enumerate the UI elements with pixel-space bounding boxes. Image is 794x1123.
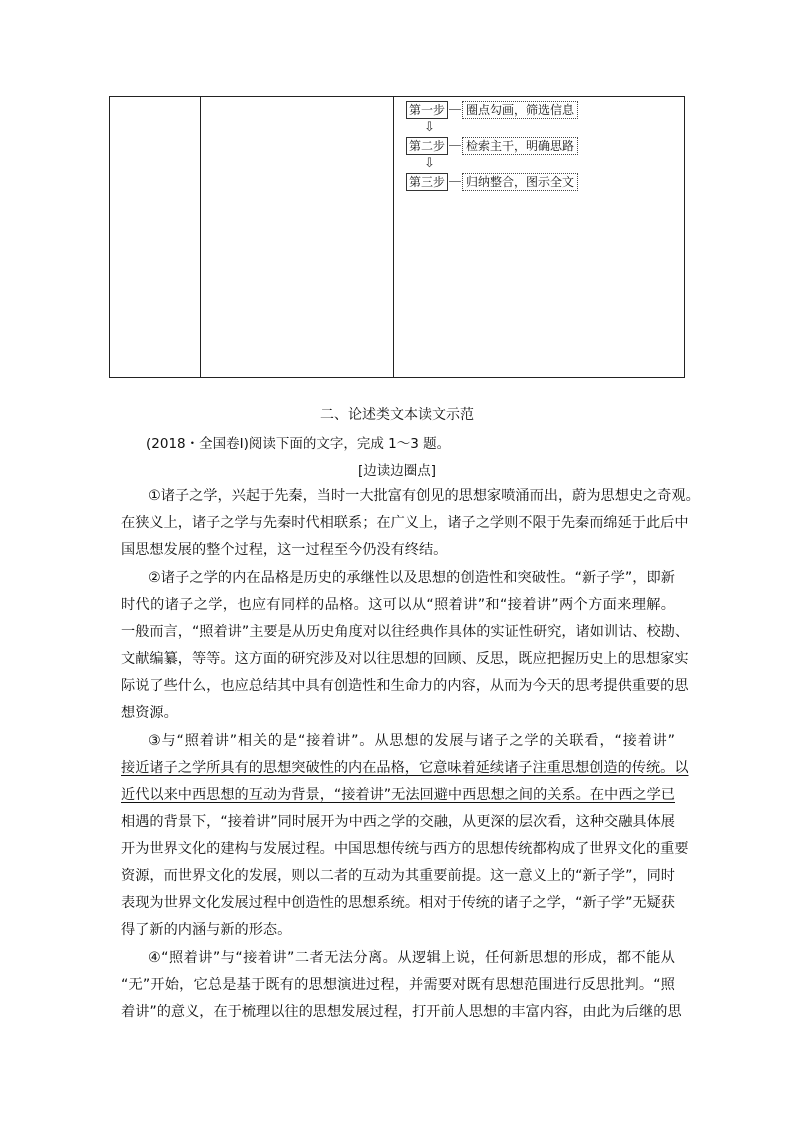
connector-line	[449, 181, 461, 182]
reading-tag: [边读边圈点]	[357, 463, 437, 479]
step-label: 第一步	[406, 101, 448, 119]
down-arrow-icon: ⇩	[424, 156, 435, 171]
paragraph-line: 相遇的背景下，“接着讲”同时展开为中西之学的交融，从更深的层次看，这种交融具体展	[121, 814, 675, 830]
paragraph-line: 时代的诸子之学，也应有同样的品格。这可以从“照着讲”和“接着讲”两个方面来理解。	[121, 597, 675, 613]
paragraph-line: 在狭义上，诸子之学与先秦时代相联系；在广义上，诸子之学则不限于先秦而绵延于此后中	[121, 515, 689, 531]
connector-line	[449, 145, 461, 146]
step-row	[406, 136, 578, 155]
paragraph-line: 接近诸子之学所具有的思想突破性的内在品格，它意味着延续诸子注重思想创造的传统。以	[121, 760, 689, 776]
paragraph-line: 着讲”的意义，在于梳理以往的思想发展过程，打开前人思想的丰富内容，由此为后继的思	[121, 1004, 682, 1020]
down-arrow-icon: ⇩	[424, 120, 435, 135]
paragraph-line: 一般而言，“照着讲”主要是从历史角度对以往经典作具体的实证性研究，诸如训诂、校勘、	[121, 624, 690, 640]
step-text: 圈点勾画，筛选信息	[462, 101, 578, 119]
connector-line	[449, 109, 461, 110]
paragraph-line: “无”开始，它总是基于既有的思想演进过程，并需要对既有思想范围进行反思批判。“照	[121, 977, 675, 993]
paragraph-line: ②诸子之学的内在品格是历史的承继性以及思想的创造性和突破性。“新子学”，即新	[148, 570, 675, 586]
paragraph-line: 得了新的内涵与新的形态。	[121, 922, 292, 938]
paragraph-line: ①诸子之学，兴起于先秦，当时一大批富有创见的思想家喷涌而出，蔚为思想史之奇观。	[148, 488, 700, 504]
step-label: 第二步	[406, 137, 448, 155]
step-row	[406, 172, 578, 191]
paragraph-line: 近代以来中西思想的互动为背景，“接着讲”无法回避中西思想之间的关系。在中西之学已	[121, 787, 675, 803]
section-title: 二、论述类文本读文示范	[320, 407, 474, 423]
table-column-divider	[200, 97, 201, 377]
paragraph-line: ④“照着讲”与“接着讲”二者无法分离。从逻辑上说，任何新思想的形成，都不能从	[148, 950, 675, 966]
step-flowchart	[406, 100, 578, 191]
paragraph-line: 想资源。	[121, 705, 178, 721]
paragraph-line: 开为世界文化的建构与发展过程。中国思想传统与西方的思想传统都构成了世界文化的重要	[121, 841, 689, 857]
paragraph-line: ③与“照着讲”相关的是“接着讲”。从思想的发展与诸子之学的关联看，“接着讲”	[148, 733, 675, 749]
paragraph-line: 国思想发展的整个过程，这一过程至今仍没有终结。	[121, 542, 448, 558]
step-text: 归纳整合，图示全文	[462, 173, 578, 191]
paragraph-line: 表现为世界文化发展过程中创造性的思想系统。相对于传统的诸子之学，“新子学”无疑获	[121, 895, 675, 911]
table-column-divider	[393, 97, 394, 377]
step-row	[406, 100, 578, 119]
paragraph-line: 资源，而世界文化的发展，则以二者的互动为其重要前提。这一意义上的“新子学”，同时	[121, 868, 675, 884]
method-table	[109, 96, 685, 378]
step-label: 第三步	[406, 173, 448, 191]
step-text: 检索主干，明确思路	[462, 137, 578, 155]
question-source: (2018・全国卷Ⅰ)阅读下面的文字，完成 1～3 题。	[146, 436, 451, 452]
paragraph-line: 际说了些什么，也应总结其中具有创造性和生命力的内容，从而为今天的思考提供重要的思	[121, 678, 689, 694]
paragraph-line: 文献编纂，等等。这方面的研究涉及对以往思想的回顾、反思，既应把握历史上的思想家实	[121, 651, 689, 667]
